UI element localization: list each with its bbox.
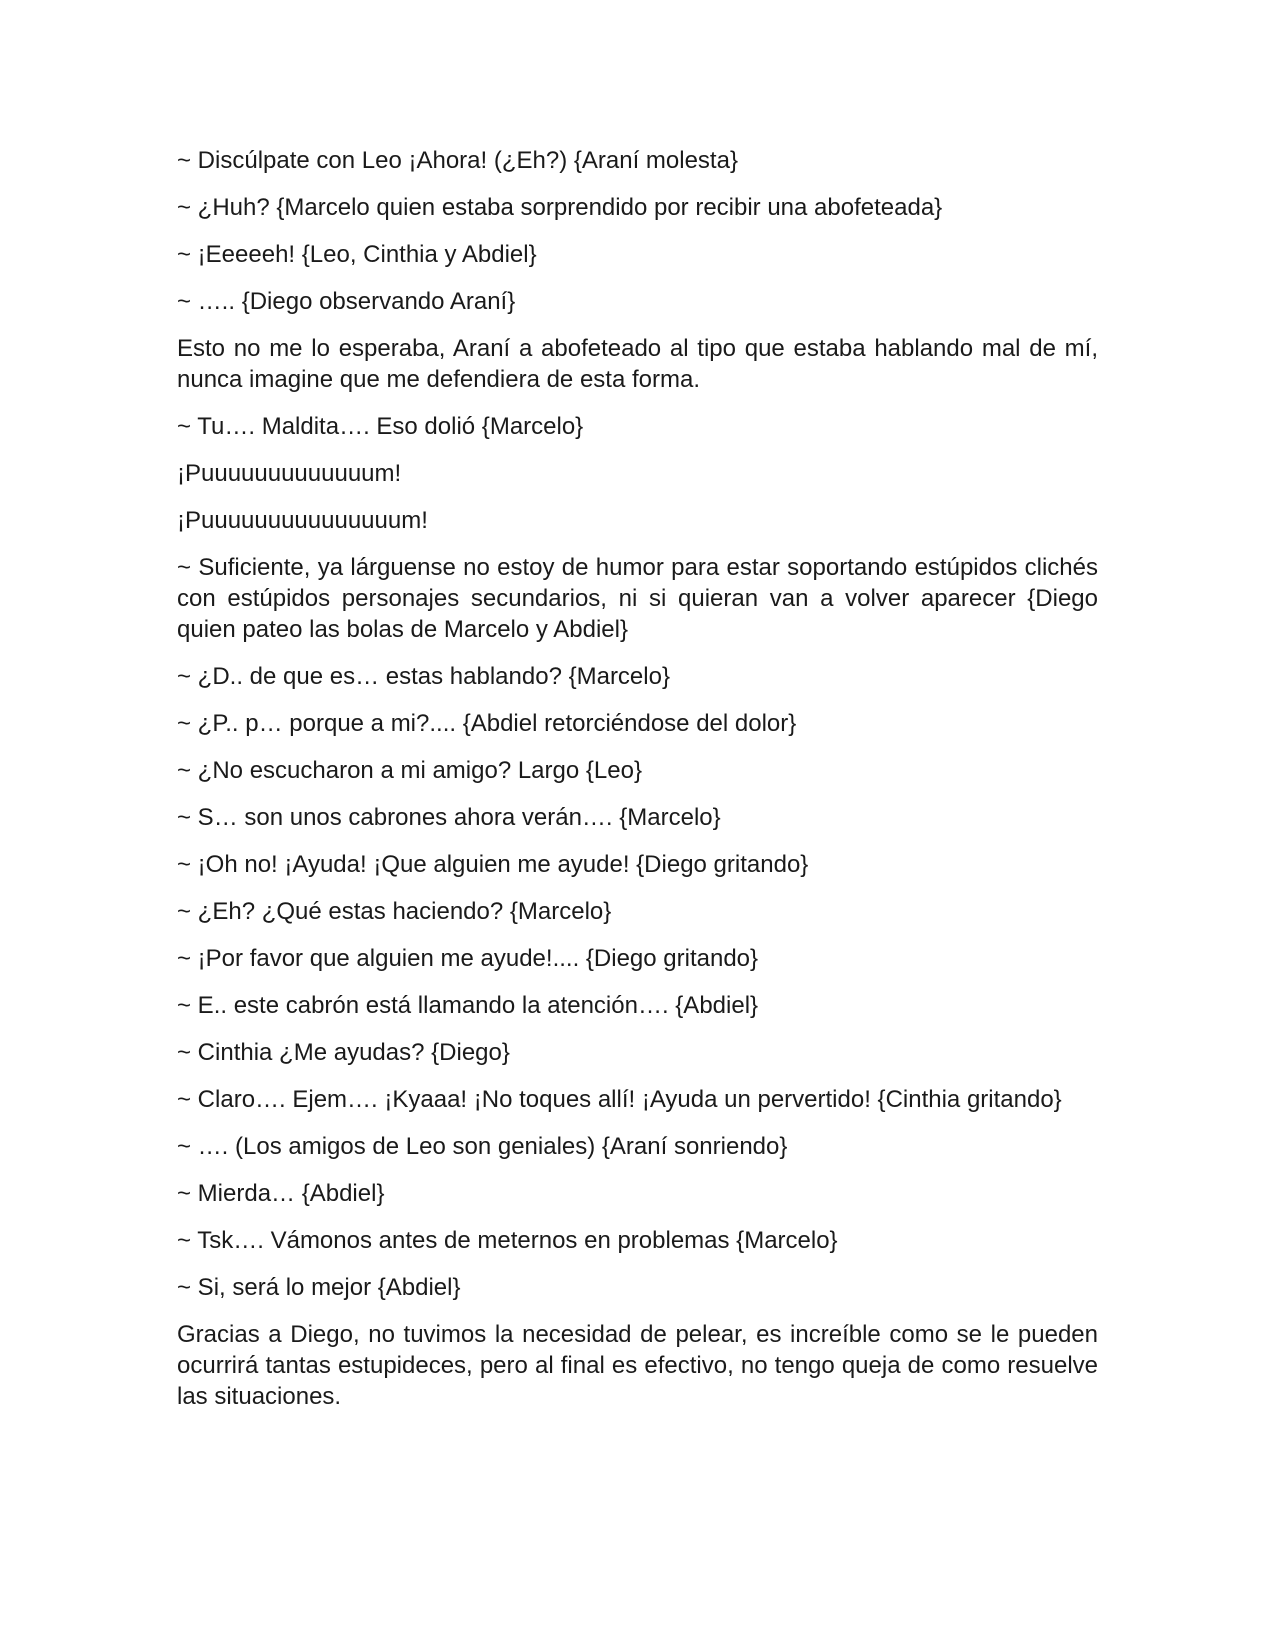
narration-paragraph: Gracias a Diego, no tuvimos la necesidad de pelear, es increíble como se le pueden ocurrirá tantas estupideces, pero al final es efectivo, no tengo queja de como resuelve las situaciones. <box>177 1321 1098 1410</box>
dialogue-line: ~ S… son unos cabrones ahora verán…. {Marcelo} <box>177 804 721 831</box>
sound-effect-line: ¡Puuuuuuuuuuuuum! <box>177 460 402 487</box>
dialogue-line: ~ ¿Huh? {Marcelo quien estaba sorprendido por recibir una abofeteada} <box>177 194 943 221</box>
dialogue-line: ~ ¿No escucharon a mi amigo? Largo {Leo} <box>177 757 642 784</box>
dialogue-line: ~ ….. {Diego observando Araní} <box>177 288 516 315</box>
dialogue-line: ~ ¡Por favor que alguien me ayude!.... {Diego gritando} <box>177 945 759 972</box>
dialogue-line: ~ ¿P.. p… porque a mi?.... {Abdiel retorciéndose del dolor} <box>177 710 797 737</box>
dialogue-line: ~ Tsk…. Vámonos antes de meternos en problemas {Marcelo} <box>177 1227 838 1254</box>
dialogue-line: ~ Si, será lo mejor {Abdiel} <box>177 1274 461 1301</box>
dialogue-line: ~ Suficiente, ya lárguense no estoy de humor para estar soportando estúpidos clichés con estúpidos personajes secundarios, ni si quieran van a volver aparecer {Diego quien pateo las bolas de Marcelo y Abdiel} <box>177 554 1098 643</box>
dialogue-line: ~ Claro…. Ejem…. ¡Kyaaa! ¡No toques allí! ¡Ayuda un pervertido! {Cinthia gritando} <box>177 1086 1062 1113</box>
narration-paragraph: Esto no me lo esperaba, Araní a abofeteado al tipo que estaba hablando mal de mí, nunca imagine que me defendiera de esta forma. <box>177 335 1098 393</box>
dialogue-line: ~ Discúlpate con Leo ¡Ahora! (¿Eh?) {Araní molesta} <box>177 147 738 174</box>
dialogue-line: ~ Mierda… {Abdiel} <box>177 1180 385 1207</box>
sound-effect-line: ¡Puuuuuuuuuuuuuuum! <box>177 507 428 534</box>
document-body <box>177 145 1098 1428</box>
dialogue-line: ~ E.. este cabrón está llamando la atención…. {Abdiel} <box>177 992 759 1019</box>
dialogue-line: ~ ¿D.. de que es… estas hablando? {Marcelo} <box>177 663 670 690</box>
dialogue-line: ~ …. (Los amigos de Leo son geniales) {Araní sonriendo} <box>177 1133 788 1160</box>
dialogue-line: ~ ¿Eh? ¿Qué estas haciendo? {Marcelo} <box>177 898 612 925</box>
dialogue-line: ~ Tu…. Maldita…. Eso dolió {Marcelo} <box>177 413 584 440</box>
dialogue-line: ~ ¡Oh no! ¡Ayuda! ¡Que alguien me ayude! {Diego gritando} <box>177 851 809 878</box>
dialogue-line: ~ ¡Eeeeeh! {Leo, Cinthia y Abdiel} <box>177 241 537 268</box>
dialogue-line: ~ Cinthia ¿Me ayudas? {Diego} <box>177 1039 510 1066</box>
